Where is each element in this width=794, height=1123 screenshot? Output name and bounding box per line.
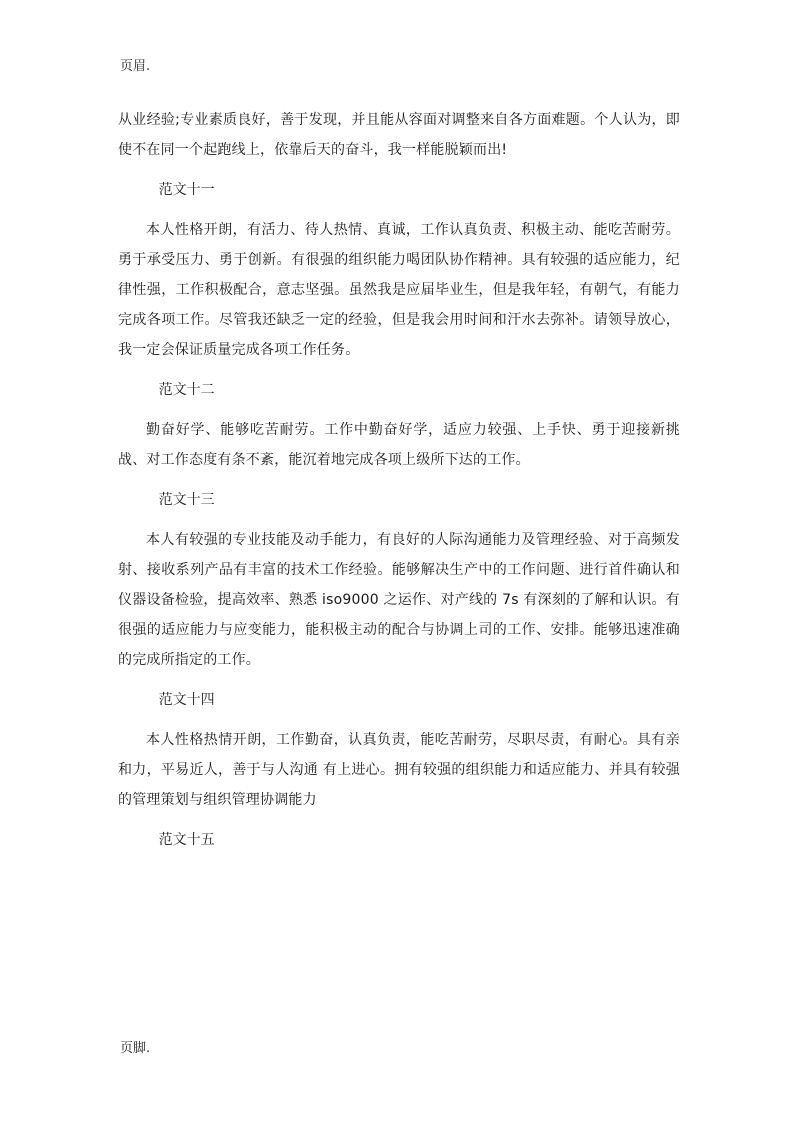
- page-footer: 页脚.: [120, 1041, 151, 1056]
- section-title-15: 范文十五: [158, 832, 215, 848]
- section-title-14: 范文十四: [158, 692, 215, 708]
- section-text-13: 本人有较强的专业技能及动手能力，有良好的人际沟通能力及管理经验、对于高频发射、接收系列产品有丰富的技术工作经验。能够解决生产中的工作问题、进行首件确认和仪器设备检验，提高效率、熟悉 iso9000 之运作、对产线的 7s 有深刻的了解和认识。有很强的适应能力与应变能力，能积极主动的配合与协调上司的工作、安排。能够迅速准确的完成所指定的工作。: [118, 532, 680, 668]
- page-header: 页眉.: [120, 59, 151, 74]
- intro-paragraph: 从业经验;专业素质良好，善于发现，并且能从容面对调整来自各方面难题。个人认为，即使不在同一个起跑线上，依靠后天的奋斗，我一样能脱颖而出!: [118, 112, 680, 158]
- section-title-13: 范文十三: [158, 492, 215, 508]
- section-title-11: 范文十一: [158, 182, 215, 198]
- section-text-12: 勤奋好学、能够吃苦耐劳。工作中勤奋好学，适应力较强、上手快、勇于迎接新挑战、对工作态度有条不紊，能沉着地完成各项上级所下达的工作。: [118, 422, 680, 468]
- section-title-12: 范文十二: [158, 382, 215, 398]
- section-text-11: 本人性格开朗，有活力、待人热情、真诚，工作认真负责、积极主动、能吃苦耐劳。勇于承受压力、勇于创新。有很强的组织能力喝团队协作精神。具有较强的适应能力，纪律性强，工作积极配合，意志坚强。虽然我是应届毕业生，但是我年轻，有朝气，有能力完成各项工作。尽管我还缺乏一定的经验，但是我会用时间和汗水去弥补。请领导放心，我一定会保证质量完成各项工作任务。: [118, 222, 680, 358]
- section-text-14: 本人性格热情开朗，工作勤奋，认真负责，能吃苦耐劳，尽职尽责，有耐心。具有亲和力，平易近人，善于与人沟通 有上进心。拥有较强的组织能力和适应能力、并具有较强的管理策划与组织管理协调能力: [118, 732, 680, 808]
- document-body: [118, 105, 680, 865]
